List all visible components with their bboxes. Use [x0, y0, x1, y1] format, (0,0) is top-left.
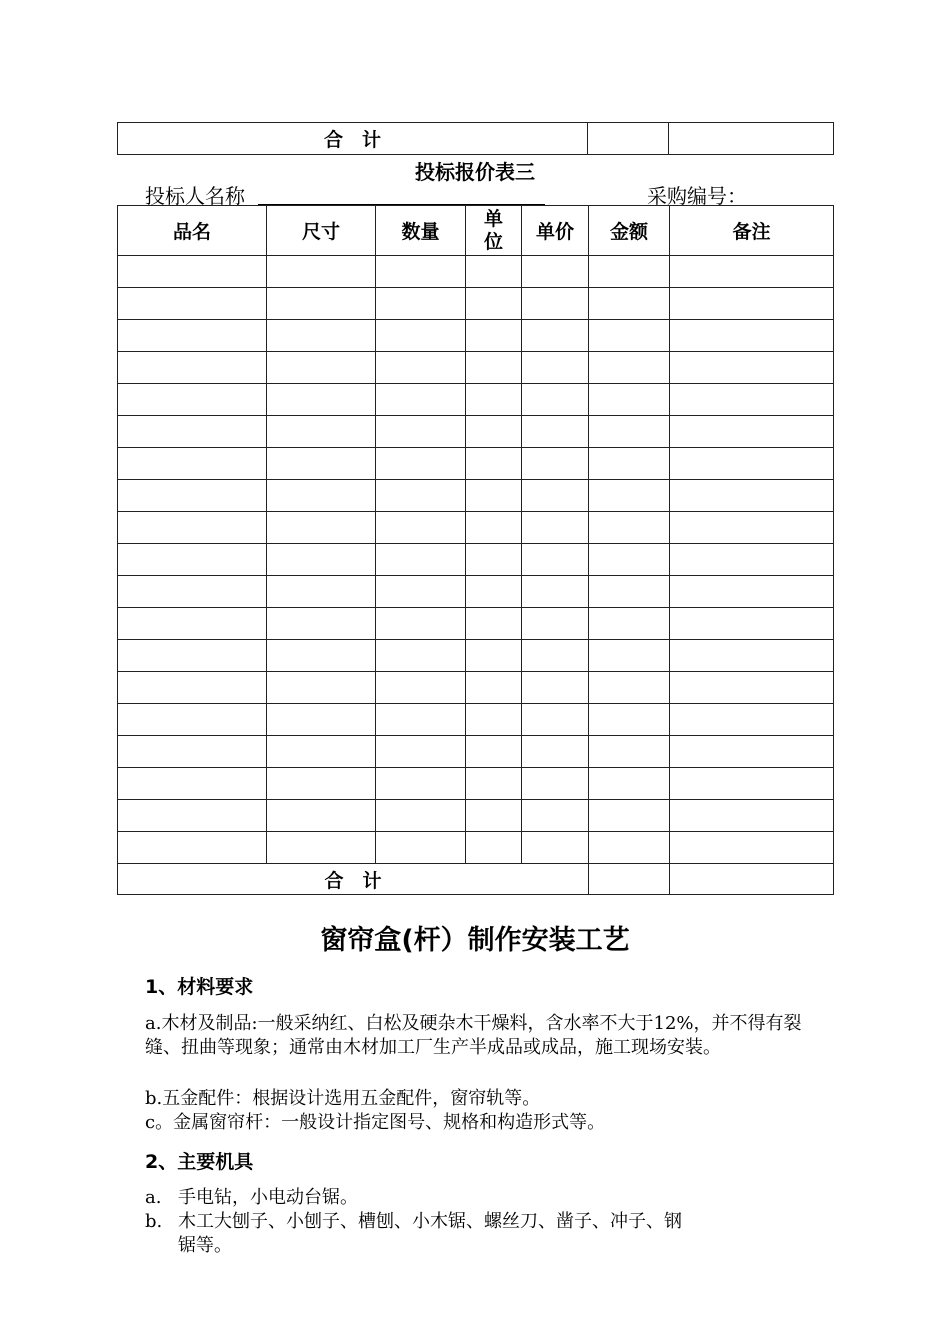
table-cell	[589, 256, 670, 288]
table-cell	[589, 384, 670, 416]
table-cell	[670, 480, 834, 512]
table-cell	[376, 672, 466, 704]
table-cell	[376, 800, 466, 832]
table-cell	[267, 352, 376, 384]
table-cell	[589, 672, 670, 704]
header-cell: 尺寸	[267, 206, 376, 256]
table-cell	[267, 320, 376, 352]
table-cell	[589, 416, 670, 448]
table-cell	[589, 512, 670, 544]
table-cell	[466, 768, 522, 800]
table-cell	[376, 288, 466, 320]
total-amount-cell	[589, 864, 670, 895]
table-cell	[670, 608, 834, 640]
table-cell	[466, 288, 522, 320]
table-cell	[118, 640, 267, 672]
table-cell	[376, 416, 466, 448]
table-cell	[522, 544, 589, 576]
total-label: 合 计	[118, 864, 589, 895]
table-cell	[670, 544, 834, 576]
list-text: 木工大刨子、小刨子、槽刨、小木锯、螺丝刀、凿子、冲子、钢	[178, 1211, 682, 1232]
total-remark-cell	[670, 864, 834, 895]
table-cell	[466, 576, 522, 608]
header-cell: 金额	[589, 206, 670, 256]
table-cell	[267, 768, 376, 800]
table-row	[118, 608, 834, 640]
purchase-number-label: 采购编号：	[647, 184, 747, 208]
table-cell	[589, 576, 670, 608]
table-cell	[670, 672, 834, 704]
table-cell	[466, 672, 522, 704]
table-cell	[522, 320, 589, 352]
table-row	[118, 672, 834, 704]
table-cell	[118, 704, 267, 736]
table-cell	[118, 384, 267, 416]
paragraph-hardware: b.五金配件：根据设计选用五金配件，窗帘轨等。	[145, 1088, 541, 1109]
table-cell	[670, 448, 834, 480]
table-cell	[522, 288, 589, 320]
table-cell	[589, 768, 670, 800]
table-row	[118, 352, 834, 384]
table-cell	[118, 352, 267, 384]
header-cell: 品名	[118, 206, 267, 256]
table-cell	[376, 608, 466, 640]
header-cell: 单价	[522, 206, 589, 256]
table-row	[118, 704, 834, 736]
table-cell	[376, 256, 466, 288]
table-cell	[466, 832, 522, 864]
table-cell	[670, 320, 834, 352]
list-item	[145, 1186, 358, 1210]
table-cell	[376, 512, 466, 544]
table-cell	[522, 256, 589, 288]
table-cell	[267, 576, 376, 608]
table-row	[118, 768, 834, 800]
paragraph-metal-rod: c。金属窗帘杆：一般设计指定图号、规格和构造形式等。	[145, 1112, 606, 1133]
table-cell	[118, 288, 267, 320]
table-cell	[118, 768, 267, 800]
heading-materials: 1、材料要求	[145, 976, 254, 998]
table-cell	[589, 480, 670, 512]
table-cell	[118, 448, 267, 480]
table-cell	[670, 256, 834, 288]
table-cell	[466, 320, 522, 352]
table-cell	[466, 608, 522, 640]
table-row	[118, 320, 834, 352]
table-cell	[589, 608, 670, 640]
table-cell	[670, 416, 834, 448]
table-cell	[670, 800, 834, 832]
table-row	[118, 256, 834, 288]
table-cell	[466, 544, 522, 576]
table-cell	[118, 672, 267, 704]
table-cell	[267, 544, 376, 576]
table-cell	[466, 416, 522, 448]
table-cell	[466, 448, 522, 480]
table-cell	[267, 448, 376, 480]
table-cell	[466, 640, 522, 672]
table-cell	[670, 288, 834, 320]
table-cell	[376, 576, 466, 608]
table-cell	[522, 736, 589, 768]
table-cell	[522, 480, 589, 512]
table-cell	[670, 352, 834, 384]
table-cell	[267, 672, 376, 704]
table-cell	[522, 576, 589, 608]
total-amount-cell	[588, 123, 669, 155]
table-cell	[118, 736, 267, 768]
table-cell	[376, 320, 466, 352]
table-cell	[589, 288, 670, 320]
table-cell	[376, 736, 466, 768]
table-cell	[589, 832, 670, 864]
table-cell	[589, 800, 670, 832]
section-title: 窗帘盒(杆）制作安装工艺	[320, 925, 630, 956]
table-cell	[118, 512, 267, 544]
table-cell	[466, 704, 522, 736]
table-cell	[670, 576, 834, 608]
quote-table	[117, 205, 834, 895]
table-cell	[118, 832, 267, 864]
table-cell	[376, 768, 466, 800]
table-cell	[670, 512, 834, 544]
list-item	[145, 1210, 810, 1234]
table-cell	[118, 608, 267, 640]
list-text-continued: 锯等。	[178, 1235, 232, 1256]
table-cell	[267, 288, 376, 320]
table-row	[118, 544, 834, 576]
table-cell	[670, 640, 834, 672]
table-cell	[670, 384, 834, 416]
list-marker: b.	[145, 1211, 163, 1232]
table-cell	[267, 256, 376, 288]
table-cell	[267, 384, 376, 416]
total-remark-cell	[669, 123, 834, 155]
table-cell	[376, 480, 466, 512]
table-cell	[522, 608, 589, 640]
table-cell	[118, 480, 267, 512]
table-cell	[522, 352, 589, 384]
table-cell	[589, 352, 670, 384]
table-row	[118, 576, 834, 608]
table-row	[118, 288, 834, 320]
table-cell	[376, 544, 466, 576]
total-label: 合 计	[118, 123, 588, 155]
header-cell: 数量	[376, 206, 466, 256]
table-cell	[522, 704, 589, 736]
table-cell	[466, 480, 522, 512]
table-cell	[589, 736, 670, 768]
table-cell	[118, 800, 267, 832]
header-row	[118, 206, 834, 256]
table-cell	[589, 320, 670, 352]
bidder-name-label: 投标人名称	[145, 184, 245, 208]
table-row	[118, 512, 834, 544]
table-cell	[267, 736, 376, 768]
table-cell	[589, 448, 670, 480]
table-cell	[522, 768, 589, 800]
table-cell	[466, 736, 522, 768]
table-cell	[522, 640, 589, 672]
table-cell	[670, 832, 834, 864]
table-cell	[376, 448, 466, 480]
table-cell	[118, 256, 267, 288]
table-cell	[589, 640, 670, 672]
table-cell	[466, 512, 522, 544]
table-cell	[267, 640, 376, 672]
table-cell	[589, 544, 670, 576]
table-cell	[522, 672, 589, 704]
table-cell	[267, 800, 376, 832]
table-row	[118, 480, 834, 512]
table-row	[118, 640, 834, 672]
table-row	[118, 736, 834, 768]
list-text: 手电钻，小电动台锯。	[178, 1187, 358, 1208]
table-row	[118, 832, 834, 864]
table-cell	[670, 768, 834, 800]
table-cell	[522, 800, 589, 832]
table-cell	[267, 608, 376, 640]
heading-tools: 2、主要机具	[145, 1151, 254, 1173]
table-cell	[522, 448, 589, 480]
table-cell	[376, 640, 466, 672]
top-total-table	[117, 122, 834, 155]
table-cell	[376, 832, 466, 864]
table-cell	[267, 832, 376, 864]
table-cell	[267, 704, 376, 736]
table-row	[118, 800, 834, 832]
table-cell	[466, 800, 522, 832]
header-cell: 备注	[670, 206, 834, 256]
table-cell	[267, 480, 376, 512]
table-cell	[522, 416, 589, 448]
table-cell	[376, 352, 466, 384]
table-cell	[267, 416, 376, 448]
table-cell	[522, 384, 589, 416]
table-cell	[118, 544, 267, 576]
table-title: 投标报价表三	[415, 160, 535, 184]
table-cell	[118, 416, 267, 448]
table-cell	[522, 832, 589, 864]
table-cell	[376, 704, 466, 736]
table-cell	[522, 512, 589, 544]
table-cell	[466, 256, 522, 288]
table-cell	[376, 384, 466, 416]
table-cell	[466, 352, 522, 384]
table-cell	[267, 512, 376, 544]
table-row	[118, 448, 834, 480]
table-cell	[670, 704, 834, 736]
table-cell	[670, 736, 834, 768]
table-row	[118, 384, 834, 416]
total-row	[118, 864, 834, 895]
paragraph-wood: a.木材及制品:一般采纳红、白松及硬杂木干燥料，含水率不大于12%，并不得有裂缝、扭曲等现象；通常由木材加工厂生产半成品或成品，施工现场安装。	[145, 1013, 802, 1058]
header-cell: 单 位	[466, 206, 522, 256]
list-marker: a.	[145, 1187, 162, 1208]
table-cell	[589, 704, 670, 736]
table-cell	[466, 384, 522, 416]
table-cell	[118, 576, 267, 608]
table-cell	[118, 320, 267, 352]
table-row	[118, 416, 834, 448]
